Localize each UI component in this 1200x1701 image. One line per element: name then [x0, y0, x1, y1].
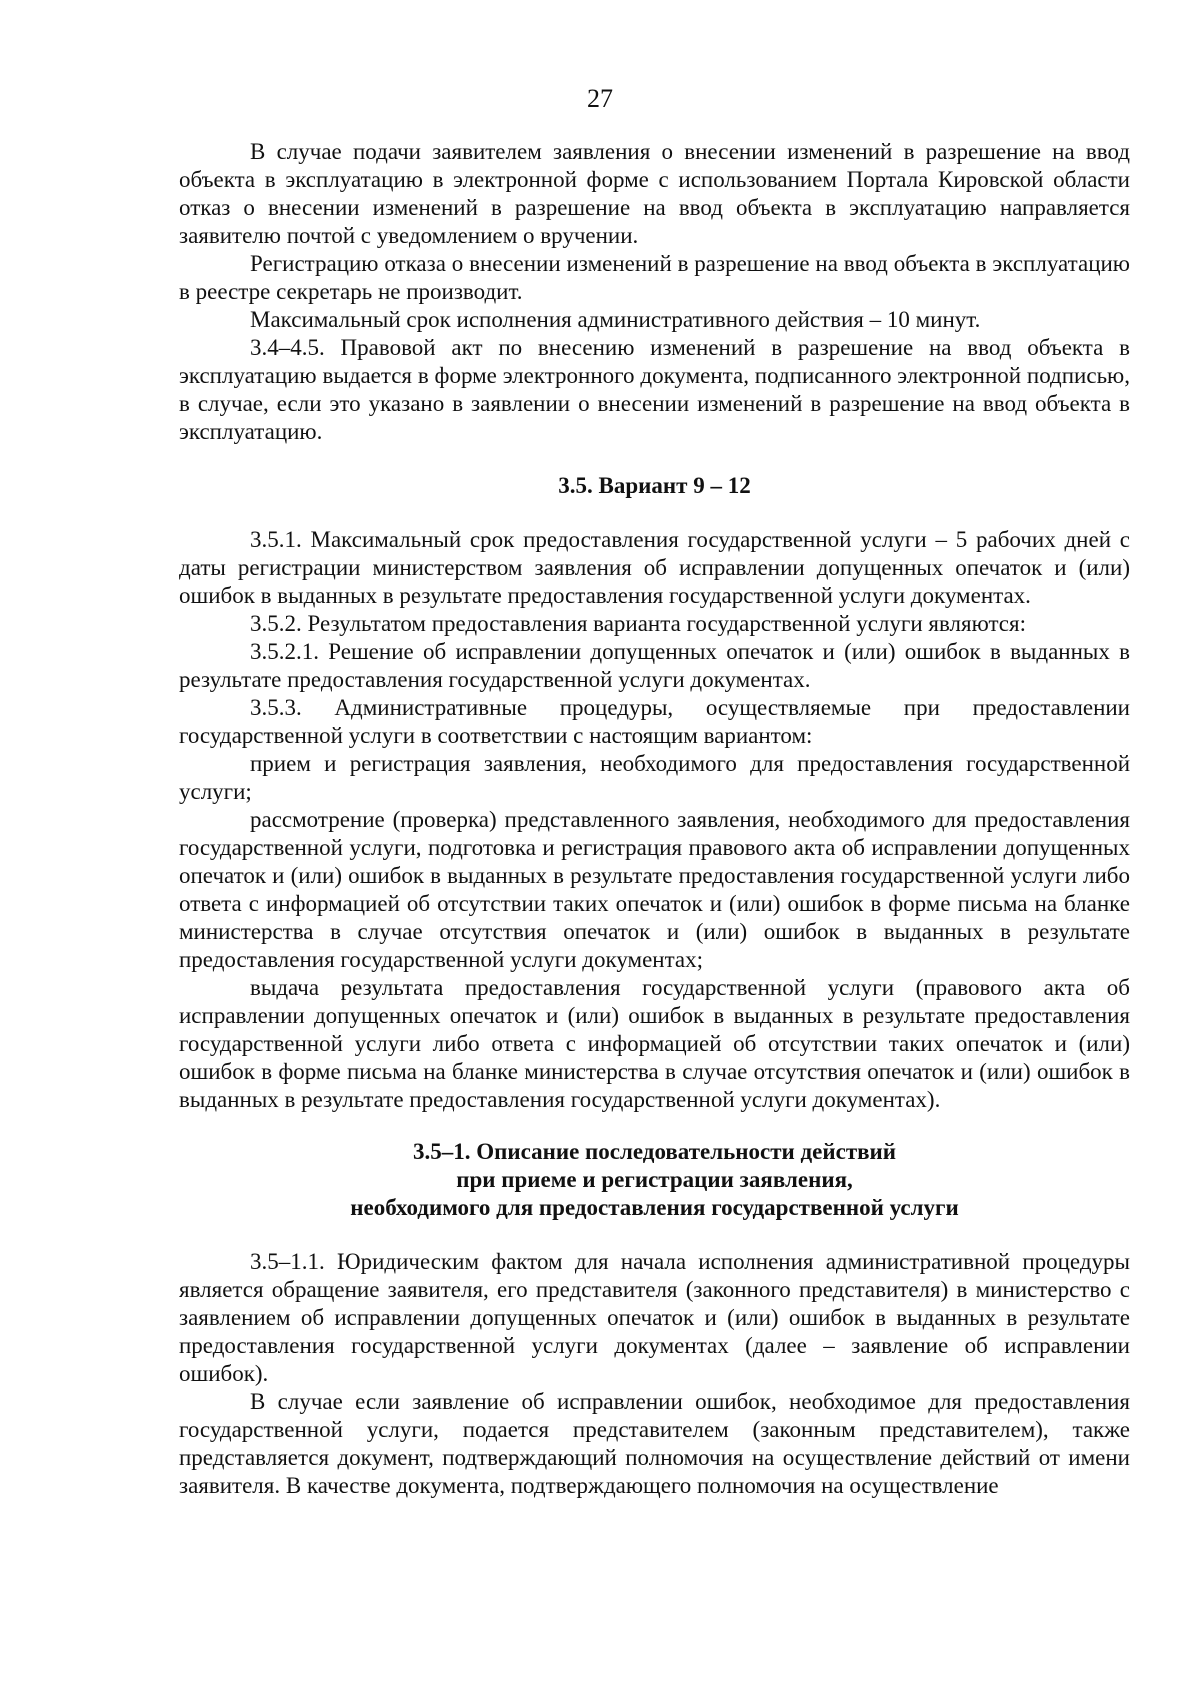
paragraph: В случае если заявление об исправлении ошибок, необходимое для предоставления государственной услуги, подается представителем (законным представителем), также представляется документ, подтверждающий полномочия на осуществление действий от имени заявителя. В качестве документа, подтверждающего полномочия на осуществление	[179, 1389, 1130, 1498]
paragraph: 3.4–4.5. Правовой акт по внесению изменений в разрешение на ввод объекта в эксплуатацию выдается в форме электронного документа, подписанного электронной подписью, в случае, если это указано в заявлении о внесении изменений в разрешение на ввод объекта в эксплуатацию.	[179, 335, 1130, 444]
paragraph: В случае подачи заявителем заявления о внесении изменений в разрешение на ввод объекта в эксплуатацию в электронной форме с использованием Портала Кировской области отказ о внесении изменений в разрешение на ввод объекта в эксплуатацию направляется заявителю почтой с уведомлением о вручении.	[179, 139, 1130, 248]
paragraph: 3.5.2. Результатом предоставления варианта государственной услуги являются:	[250, 611, 1026, 636]
paragraph: 3.5.3. Административные процедуры, осуществляемые при предоставлении государственной услуги в соответствии с настоящим вариантом:	[179, 695, 1130, 748]
page-number: 27	[587, 84, 613, 113]
section-heading: 3.5. Вариант 9 – 12	[558, 473, 751, 498]
paragraph: рассмотрение (проверка) представленного заявления, необходимого для предоставления государственной услуги, подготовка и регистрация правового акта об исправлении допущенных опечаток и (или) ошибок в выданных в результате предоставления государственной услуги либо ответа с информацией об отсутствии таких опечаток и (или) ошибок в форме письма на бланке министерства в случае отсутствия опечаток и (или) ошибок в выданных в результате предоставления государственной услуги документах;	[179, 807, 1130, 972]
paragraph: прием и регистрация заявления, необходимого для предоставления государственной услуги;	[179, 751, 1130, 804]
paragraph: 3.5.2.1. Решение об исправлении допущенных опечаток и (или) ошибок в выданных в результате предоставления государственной услуги документах.	[179, 639, 1130, 692]
subsection-heading-line: необходимого для предоставления государственной услуги	[350, 1195, 959, 1220]
paragraph: 3.5.1. Максимальный срок предоставления государственной услуги – 5 рабочих дней с даты регистрации министерством заявления об исправлении допущенных опечаток и (или) ошибок в выданных в результате предоставления государственной услуги документах.	[179, 527, 1130, 608]
paragraph: Регистрацию отказа о внесении изменений в разрешение на ввод объекта в эксплуатацию в реестре секретарь не производит.	[179, 251, 1130, 304]
paragraph: выдача результата предоставления государственной услуги (правового акта об исправлении допущенных опечаток и (или) ошибок в выданных в результате предоставления государственной услуги либо ответа с информацией об отсутствии таких опечаток и (или) ошибок в форме письма на бланке министерства в случае отсутствия опечаток и (или) ошибок в выданных в результате предоставления государственной услуги документах).	[179, 975, 1130, 1112]
subsection-heading-line: при приеме и регистрации заявления,	[456, 1167, 853, 1192]
paragraph: Максимальный срок исполнения административного действия – 10 минут.	[250, 307, 981, 332]
subsection-heading-line: 3.5–1. Описание последовательности действий	[412, 1139, 897, 1164]
subsection-heading	[179, 1138, 1130, 1222]
paragraph: 3.5–1.1. Юридическим фактом для начала исполнения административной процедуры является обращение заявителя, его представителя (законного представителя) в министерство с заявлением об исправлении допущенных опечаток и (или) ошибок в выданных в результате предоставления государственной услуги документах (далее – заявление об исправлении ошибок).	[179, 1249, 1130, 1386]
document-body	[179, 138, 1130, 1500]
